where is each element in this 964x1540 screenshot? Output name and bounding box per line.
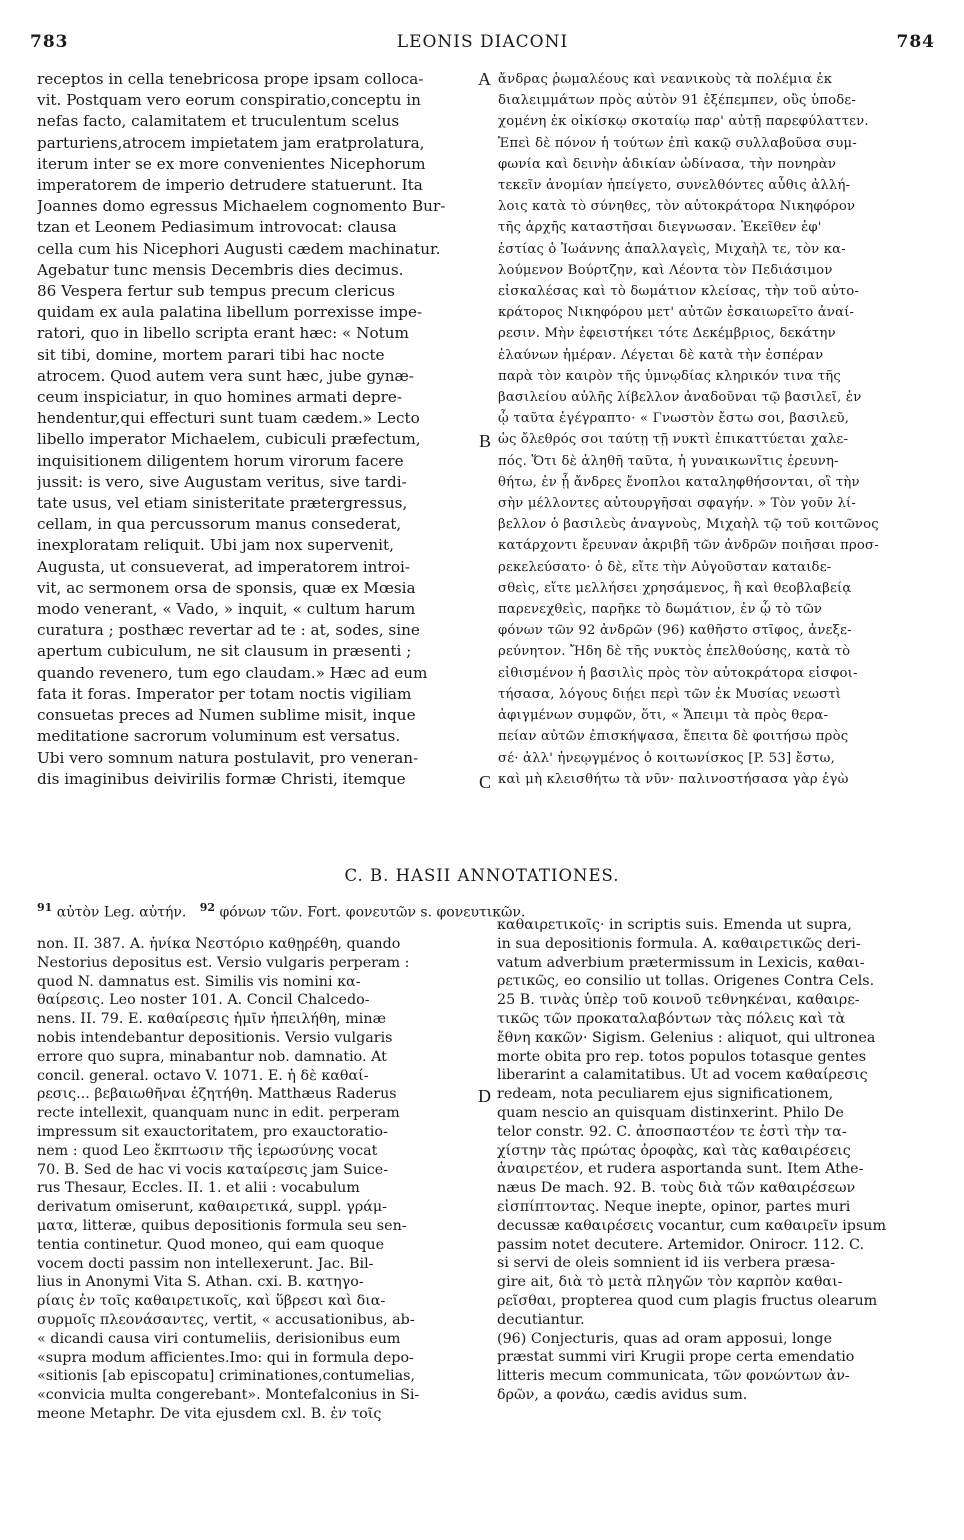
- footnote-92-text: φόνων τῶν. Fort. φονευτῶν s. φονευτικῶν.: [219, 904, 526, 921]
- latin-text-line: ratori, quo in libello scripta erant hæc: « Notum: [37, 324, 409, 343]
- annotation-line: præstat summi viri Krugii prope certa emendatio: [497, 1349, 855, 1366]
- greek-text-line: σθεὶς, εἴτε μελλήσει χρησάμενος, ἢ καὶ θεοβλαβείᾳ: [498, 580, 852, 596]
- greek-text-line: ᾧ ταῦτα ἐγέγραπτο· « Γνωστὸν ἔστω σοι, βασιλεῦ,: [498, 411, 850, 427]
- latin-text-line: atrocem. Quod autem vera sunt hæc, jube gynæ-: [37, 366, 414, 385]
- margin-marker-c: C: [479, 772, 492, 792]
- annotation-line: ρεῖσθαι, propterea quod cum plagis fructus olearum: [497, 1292, 878, 1309]
- annotation-line: ρίαις ἐν τοῖς καθαιρετικοῖς, καὶ ὕβρεσι καὶ δια-: [37, 1293, 386, 1310]
- greek-text-line: πός. Ὅτι δὲ ἀληθῆ ταῦτα, ἡ γυναικωνῖτις ἐρευνη-: [498, 453, 839, 469]
- margin-marker-a: A: [478, 69, 491, 89]
- latin-text-line: curatura ; posthæc revertar ad te : at, sodes, sine: [37, 621, 420, 640]
- annotation-line: errore quo supra, minabantur nob. damnatio. At: [37, 1048, 387, 1065]
- greek-text-line: Ἐπεὶ δὲ πόνον ἡ τούτων ἐπὶ κακῷ συλλαβοῦσα συμ-: [498, 135, 857, 151]
- latin-text-line: consuetas preces ad Numen sublime misit, inque: [37, 706, 416, 725]
- annotation-line: non. II. 387. A. ἡνίκα Νεστόριο καθῃρέθη, quando: [37, 936, 401, 952]
- annotation-line: recte intellexit, quanquam nunc in edit. perperam: [37, 1105, 400, 1122]
- latin-text-line: jussit: is vero, sive Augustam veritus, sive tardi-: [37, 472, 407, 491]
- greek-text-line: ἐλαύνων ἡμέραν. Λέγεται δὲ κατὰ τὴν ἑσπέραν: [498, 347, 824, 363]
- greek-text-line: τεκεῖν ἀνομίαν ἠπείγετο, συνελθόντες αὖθις ἀλλή-: [498, 178, 851, 194]
- annotation-line: litteris mecum communicata, τῶν φονώντων ἀν-: [497, 1368, 850, 1385]
- annotation-line: «supra modum afficientes.Imo: qui in formula depo-: [37, 1349, 414, 1366]
- annotation-line: καθαιρετικοῖς· in scriptis suis. Emenda ut supra,: [497, 917, 852, 933]
- greek-text-line: παρὰ τὸν καιρὸν τῆς ὑμνῳδίας κληρικόν τινα τῆς: [498, 368, 841, 384]
- annotation-line: in sua depositionis formula. A. καθαιρετικῶς deri-: [497, 935, 861, 952]
- annotation-line: concil. general. octavo V. 1071. E. ἡ δὲ καθαί-: [37, 1067, 369, 1084]
- annotation-line: εἰσπίπτοντας. Neque inepte, opinor, partes muri: [497, 1198, 851, 1215]
- latin-text-line: meditatione sacrorum voluminum est versatus.: [37, 727, 401, 746]
- annotation-line: næus De mach. 92. B. τοὺς διὰ τῶν καθαιρέσεων: [497, 1180, 856, 1197]
- annotation-line: passim notet decutere. Artemidor. Onirocr. 112. C.: [497, 1236, 865, 1253]
- greek-text-line: διαλειμμάτων πρὸς αὐτὸν 91 ἐξέπεμπεν, οὓς ὑποδε-: [498, 93, 857, 109]
- page-header: [30, 32, 935, 58]
- greek-text-line: ἄνδρας ῥωμαλέους καὶ νεανικοὺς τὰ πολέμια ἐκ: [498, 72, 833, 87]
- greek-text-line: ρεσιν. Μὴν ἐφειστήκει τότε Δεκέμβριος, δεκάτην: [498, 326, 836, 342]
- annotation-line: impressum sit exauctoritatem, pro exauctoratio-: [37, 1123, 388, 1140]
- greek-text-line: ἀφιγμένων συμφῶν, ὅτι, « Ἄπειμι τὰ πρὸς θερα-: [498, 708, 829, 724]
- annotation-line: gire ait, διὰ τὸ μετὰ πληγῶν τὸν καρπὸν καθαι-: [497, 1274, 843, 1291]
- annotation-line: ἀναιρετέον, et rudera asportanda sunt. Item Athe-: [497, 1161, 864, 1178]
- annotation-line: liberarint a calamitatibus. Ut ad vocem καθαίρεσις: [497, 1067, 868, 1084]
- annotation-line: nem : quod Leo ἔκπτωσιν τῆς ἱερωσύνης vocat: [37, 1142, 378, 1159]
- latin-text-line: hendentur,qui effecturi sunt tuam cædem.» Lecto: [37, 409, 420, 428]
- greek-text-line: χομένη ἐκ οἰκίσκῳ σκοταίῳ παρ' αὐτῇ παρεφύλαττεν.: [498, 114, 869, 130]
- annotation-line: δρῶν, a φονάω, cædis avidus sum.: [497, 1386, 748, 1403]
- latin-text-line: modo venerant, « Vado, » inquit, « cultum harum: [37, 600, 416, 619]
- greek-text-line: θήτω, ἐν ᾗ ἄνδρες ἔνοπλοι καταληφθήσονται, οἳ τὴν: [498, 474, 860, 490]
- latin-text-line: libello imperator Michaelem, cubiculi præfectum,: [37, 430, 421, 449]
- page-number-right: 784: [896, 32, 935, 52]
- greek-text-line: καὶ μὴ κλεισθήτω τὰ νῦν· παλινοστήσασα γὰρ ἐγὼ: [498, 771, 849, 787]
- greek-text-line: εἰσκαλέσας καὶ τὸ δωμάτιον κλείσας, τὴν τοῦ αὐτο-: [498, 284, 860, 300]
- annotation-line: vocem docti passim non intellexerunt. Jac. Bil-: [37, 1255, 374, 1272]
- latin-text-line: quidam ex aula palatina libellum porrexisse impe-: [37, 303, 423, 322]
- annotation-line: χίστην τὰς πρώτας ὀροφὰς, καὶ τὰς καθαιρέσεις: [497, 1142, 851, 1159]
- latin-text-line: nefas facto, calamitatem et truculentum scelus: [37, 112, 400, 131]
- annotation-line: ματα, litteræ, quibus depositionis formula seu sen-: [37, 1217, 407, 1234]
- latin-text-line: inexploratam reliquit. Ubi jam nox supervenit,: [37, 536, 394, 555]
- latin-text-line: 86 Vespera fertur sub tempus precum clericus: [37, 282, 395, 301]
- greek-text-line: φωνία καὶ δεινὴν ἀδικίαν ὠδίνασα, τὴν πονηρὰν: [498, 156, 837, 172]
- latin-translation-column: [37, 69, 473, 790]
- annotation-line: quod N. damnatus est. Similis vis nomini κα-: [37, 973, 361, 990]
- annotation-line: ρετικῶς, eo consilio ut tollas. Origenes Contra Cels.: [497, 973, 875, 990]
- latin-text-line: sit tibi, domine, mortem parari tibi hac nocte: [37, 345, 385, 364]
- annotation-line: συρμοῖς πλεονάσαντες, vertit, « accusationibus, ab-: [37, 1311, 415, 1328]
- latin-text-line: receptos in cella tenebricosa prope ipsam colloca-: [37, 70, 424, 88]
- annotation-line: 25 B. τινὰς ὑπὲρ τοῦ κοινοῦ τεθνηκέναι, καθαιρε-: [497, 992, 860, 1009]
- latin-text-line: cella cum his Nicephori Augusti cædem machinatur.: [37, 239, 441, 258]
- annotation-line: decussæ καθαιρέσεις vocantur, cum καθαιρεῖν ipsum: [497, 1217, 887, 1234]
- greek-text-line: τήσασα, λόγους διῄει περὶ τῶν ἐκ Μυσίας νεωστὶ: [498, 686, 842, 702]
- greek-text-line: λοις κατὰ τὸ σύνηθες, τὸν αὐτοκράτορα Νικηφόρον: [498, 199, 856, 215]
- annotation-line: θαίρεσις. Leo noster 101. A. Concil Chalcedo-: [37, 992, 370, 1009]
- latin-text-line: inquisitionem diligentem horum virorum facere: [37, 451, 404, 470]
- page-number-left: 783: [30, 32, 69, 52]
- margin-marker-b: B: [479, 431, 492, 451]
- annotations-title: C. B. HASII ANNOTATIONES.: [344, 866, 620, 885]
- latin-text-line: iterum inter se ex more convenientes Nicephorum: [37, 154, 426, 173]
- annotation-line: lius in Anonymi Vita S. Athan. cxi. B. κατηγο-: [37, 1274, 364, 1291]
- greek-text-line: φόνων τῶν 92 ἀνδρῶν (96) καθῆστο στῖφος, ἀνεξε-: [498, 623, 852, 639]
- annotations-right-column: [497, 916, 937, 1405]
- annotation-line: nobis intendebantur depositionis. Versio vulgaris: [37, 1029, 393, 1046]
- annotation-line: vatum adverbium prætermissum in Lexicis, καθαι-: [497, 954, 865, 971]
- latin-text-line: apertum cubiculum, ne sit clausum in præsenti ;: [37, 642, 412, 661]
- greek-text-line: πείαν αὐτῶν ἐπισκήψασα, ἔπειτα δὲ φοιτήσω πρὸς: [498, 729, 849, 745]
- latin-text-line: imperatorem de imperio detrudere statuerunt. Ita: [37, 176, 423, 195]
- greek-text-line: ρεκελεύσατο· ὁ δὲ, εἴτε τὴν Αὐγοῦσταν καταιδε-: [498, 559, 832, 575]
- annotation-line: decutiantur.: [497, 1311, 585, 1328]
- annotation-line: redeam, nota peculiarem ejus significationem,: [497, 1086, 834, 1103]
- latin-text-line: Joannes domo egressus Michaelem cognomento Bur-: [37, 197, 446, 216]
- latin-text-line: ceum inspiciatur, in quo homines armati depre-: [37, 388, 402, 407]
- latin-text-line: vit, ac sermonem orsa de sponsis, quæ ex Mœsia: [37, 578, 416, 597]
- latin-text-line: fata it foras. Imperator per totam noctis vigiliam: [37, 684, 412, 703]
- margin-marker-d: D: [478, 1086, 491, 1106]
- latin-text-line: parturiens,atrocem impietatem jam eratprolatura,: [37, 133, 425, 152]
- running-title: LEONIS DIACONI: [396, 32, 569, 52]
- annotation-line: « dicandi causa viri contumeliis, derisionibus eum: [37, 1330, 401, 1347]
- annotation-line: morte obita pro rep. totos populos totasque gentes: [497, 1048, 867, 1065]
- greek-text-line: ἑστίας ὁ Ἰωάννης ἀπαλλαγεὶς, Μιχαὴλ τε, τὸν κα-: [498, 241, 846, 257]
- greek-text-column: [498, 69, 938, 790]
- latin-text-line: tzan et Leonem Pediasimum introvocat: clausa: [37, 218, 397, 237]
- greek-text-line: κατάρχοντι ἔρευναν ἀκριβῆ τῶν ἀνδρῶν ποιῆσαι προσ-: [498, 538, 879, 554]
- latin-text-line: quando revenero, tum ego claudam.» Hæc ad eum: [37, 663, 428, 682]
- greek-text-line: κράτορος Νικηφόρου μετ' αὐτῶν ἐσκαιωρεῖτο ἀναί-: [498, 305, 855, 321]
- footnote-92-number: 92: [199, 901, 216, 914]
- annotation-line: telor constr. 92. C. ἀποσπαστέον τε ἐστὶ τὴν τα-: [497, 1123, 847, 1140]
- greek-text-line: ὡς ὄλεθρός σοι ταύτῃ τῇ νυκτὶ ἐπικαττύεται χαλε-: [498, 432, 849, 448]
- annotation-line: 70. B. Sed de hac vi vocis καταίρεσις jam Suice-: [37, 1161, 389, 1178]
- greek-text-line: παρενεχθεὶς, παρῆκε τὸ δωμάτιον, ἐν ᾧ τὸ τῶν: [498, 602, 823, 618]
- annotation-line: si servi de oleis somnient id iis verbera præsa-: [497, 1255, 836, 1272]
- annotations-left-column: [37, 935, 470, 1424]
- latin-text-line: tate usus, vel etiam sinisteritate prætergressus,: [37, 494, 408, 513]
- latin-text-line: Augusta, ut consueverat, ad imperatorem introi-: [37, 557, 410, 576]
- annotation-line: tentia continetur. Quod moneo, qui eam quoque: [37, 1236, 385, 1253]
- greek-text-line: ρεύνητον. Ἤδη δὲ τῆς νυκτὸς ἐπελθούσης, κατὰ τὸ: [498, 644, 851, 660]
- annotation-line: Nestorius depositus est. Versio vulgaris perperam :: [37, 954, 410, 971]
- greek-text-line: λούμενον Βούρτζην, καὶ Λέοντα τὸν Πεδιάσιμον: [498, 262, 833, 278]
- latin-text-line: Ubi vero somnum natura postulavit, pro veneran-: [37, 748, 419, 767]
- annotation-line: meone Metaphr. De vita ejusdem cxl. B. ἐν τοῖς: [37, 1405, 382, 1422]
- greek-text-line: σέ· ἀλλ' ἠνεῳγμένος ὁ κοιτωνίσκος [P. 53] ἔστω,: [498, 750, 836, 766]
- greek-text-line: σὴν μέλλοντες αὐτουργῆσαι σφαγήν. » Τὸν γοῦν λί-: [498, 496, 857, 512]
- latin-text-line: Agebatur tunc mensis Decembris dies decimus.: [37, 260, 404, 279]
- annotation-line: ἔθνη κακῶν· Sigism. Gelenius : aliquot, qui ultronea: [497, 1029, 876, 1046]
- annotation-line: «convicia multa congerebant». Montefalconius in Si-: [37, 1387, 420, 1404]
- annotation-line: τικῶς τῶν προκαταλαβόντων τὰς πόλεις καὶ τὰ: [497, 1010, 846, 1027]
- annotation-line: ρεσις... βεβαιωθῆναι ἐζητήθη. Matthæus Raderus: [37, 1086, 397, 1103]
- annotation-line: derivatum omiserunt, καθαιρετικά, suppl. γράμ-: [37, 1199, 387, 1216]
- annotation-line: «sitionis [ab episcopatu] criminationes,contumelias,: [37, 1368, 416, 1385]
- greek-text-line: βελλον ὁ βασιλεὺς ἀναγνοὺς, Μιχαὴλ τῷ τοῦ κοιτῶνος: [498, 517, 879, 533]
- greek-text-line: βασιλείου αὐλῆς λίβελλον ἀναδοῦναι τῷ βασιλεῖ, ἐν: [498, 390, 862, 406]
- footnote-91-number: 91: [37, 901, 53, 914]
- latin-text-line: cellam, in qua percussorum manus consederat,: [37, 515, 402, 534]
- greek-text-line: εἰθισμένον ἡ βασιλὶς πρὸς τὸν αὐτοκράτορα εἰσφοι-: [498, 665, 858, 681]
- annotation-line: quam nescio an quisquam distinxerint. Philo De: [497, 1104, 844, 1121]
- latin-text-line: vit. Postquam vero eorum conspiratio,conceptu in: [37, 91, 421, 110]
- footnote-91-text: αὐτὸν Leg. αὐτήν.: [56, 904, 187, 921]
- greek-text-line: τῆς ἀρχῆς καταστῆσαι διεγνωσαν. Ἐκεῖθεν ἐφ': [498, 220, 822, 236]
- annotation-line: nens. II. 79. E. καθαίρεσις ἡμῖν ἠπειλήθη, minæ: [37, 1011, 387, 1028]
- annotation-line: (96) Conjecturis, quas ad oram apposui, longe: [497, 1330, 833, 1347]
- latin-text-line: dis imaginibus deivirilis formæ Christi, itemque: [37, 769, 406, 788]
- annotation-line: rus Thesaur, Eccles. II. 1. et alii : vocabulum: [37, 1180, 360, 1197]
